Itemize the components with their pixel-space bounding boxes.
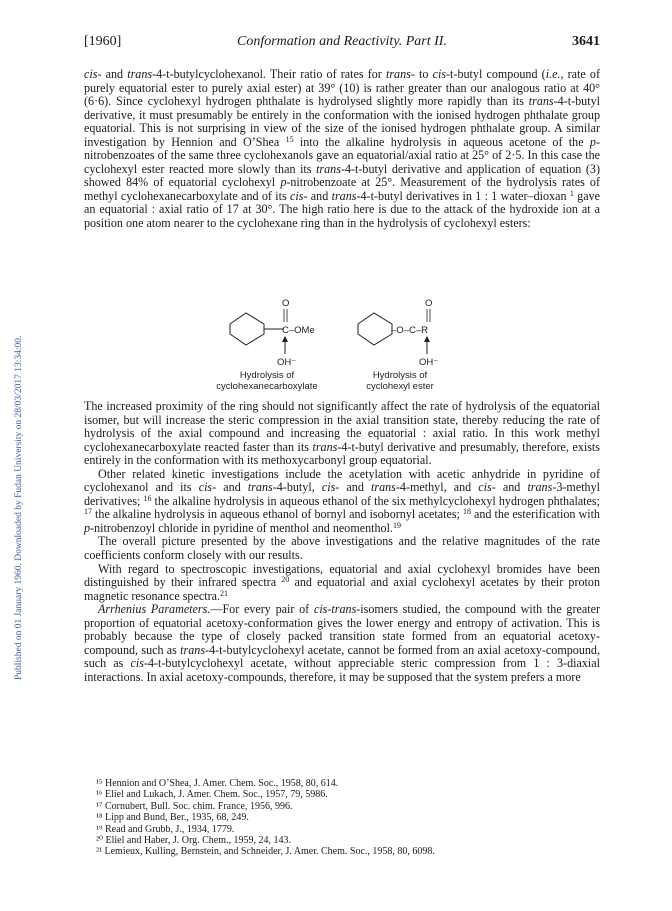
- hydroxide-left: OH⁻: [277, 357, 297, 368]
- reference-item: ¹⁶ Eliel and Lukach, J. Amer. Chem. Soc., 1957, 79, 5986.: [96, 789, 328, 801]
- cyclohexane-ring-left: [230, 313, 264, 345]
- caption-left: Hydrolysis of cyclohexanecarboxylate: [216, 370, 318, 392]
- reference-item: ¹⁸ Lipp and Bund, Ber., 1935, 68, 249.: [96, 812, 249, 824]
- download-notice-text: Published on 01 January 1960. Downloaded by Fudan University on 28/03/2017 13:34:00.: [14, 335, 24, 680]
- ester-group-left: C–OMe: [282, 325, 315, 336]
- caption-right: Hydrolysis of cyclohexyl ester: [366, 370, 434, 392]
- paragraph-1: cis- and trans-4-t-butylcyclohexanol. Their ratio of rates for trans- to cis-t-butyl compound (i.e., rate of purely equatorial ester to purely axial ester) at 39° (10) is rather greater than our analogous ratio at 40° (6·6). Since cyclohexyl hydrogen phthalate is hydrolysed slightly more rapidly than its trans-4-t-butyl derivative, it must presumably be entirely in the conformation with the ionised hydrogen phthalate group equatorial. This is not surprising in view of the size of the ionised hydrogen phthalate group. A similar investigation by Hennion and O’Shea $^{15}$ into the alkaline hydrolysis in aqueous acetone of the p-nitrobenzoates of the same three cyclohexanols gave an equatorial/axial ratio at 25° of 2·5. In this case the cyclohexyl ester reacted more slowly than its trans-4-t-butyl derivative and application of equation (3) showed 84% of equatorial cyclohexyl p-nitrobenzoate at 25°. Measurement of the hydrolysis rates of methyl cyclohexanecarboxylate and of its cis- and trans-4-t-butyl derivatives in 1 : 1 water–dioxan $^1$ gave an equatorial : axial ratio of 17 at 30°. The high ratio here is due to the attack of the hydroxide ion at a position one atom nearer to the cyclohexane ring than in the hydrolysis of cyclohexyl esters:: [84, 67, 600, 231]
- header-year: [1960]: [84, 34, 122, 49]
- reference-item: ²¹ Lemieux, Kulling, Bernstein, and Schneider, J. Amer. Chem. Soc., 1958, 80, 6098.: [96, 846, 435, 858]
- cyclohexane-ring-right: [358, 313, 392, 345]
- page-header: [84, 34, 600, 54]
- reference-item: ²⁰ Eliel and Haber, J. Org. Chem., 1959, 24, 143.: [96, 835, 292, 847]
- hydroxide-right: OH⁻: [419, 357, 439, 368]
- paragraph-2: The increased proximity of the ring should not significantly affect the rate of hydrolysis of the equatorial isomer, but will increase the steric compression in the axial transition state, thereby reducing the rate of hydrolysis of the axial compound and increasing the equatorial : axial ratio. In this work methyl cyclohexanecarboxylate reacted faster than its trans-4-t-butyl derivative and presumably, therefore, exists entirely in the conformation with its methoxycarbonyl group equatorial. Other related kinetic investigations include the acetylation with acetic anhydride in pyridine of cyclohexanol and its cis- and trans-4-butyl, cis- and trans-4-methyl, and cis- and trans-3-methyl derivatives; $^{16}$ the alkaline hydrolysis in aqueous ethanol of the six methylcyclohexyl hydrogen phthalates; $^{17}$ the alkaline hydrolysis in aqueous ethanol of bornyl and isobornyl acetates; $^{18}$ and the esterification with p-nitrobenzoyl chloride in pyridine of menthol and neomenthol.$^{19}$ The overall picture presented by the above investigations and the relative magnitudes of the rate coefficients conform closely with our results. With regard to spectroscopic investigations, equatorial and axial cyclohexyl bromides have been distinguished by their infrared spectra $^{20}$ and equatorial and axial cyclohexyl acetates by their proton magnetic resonance spectra.$^{21}$ Arrhenius Parameters.—For every pair of cis-trans-isomers studied, the compound with the greater proportion of equatorial acetoxy-conformation gives the lower energy and entropy of activation. This is probably because the type of closely packed transition state formed from an equatorial acetoxy-compound, such as trans-4-t-butylcyclohexyl acetate, cannot be formed from an axial acetoxy-compound, such as cis-4-t-butylcyclohexyl acetate, without appreciable steric compression from 1 : 3-diaxial interactions. In axial acetoxy-compounds, therefore, it may be supposed that the system prefers a more: [84, 399, 601, 684]
- reference-item: ¹⁹ Read and Grubb, J., 1934, 1779.: [96, 823, 235, 835]
- reference-item: ¹⁷ Cornubert, Bull. Soc. chim. France, 1956, 996.: [96, 800, 293, 812]
- download-notice: [4, 120, 24, 680]
- ester-group-right: –O–C–R: [391, 325, 428, 336]
- page-number: 3641: [572, 34, 600, 49]
- header-title: Conformation and Reactivity. Part II.: [237, 34, 447, 49]
- reference-item: ¹⁵ Hennion and O’Shea, J. Amer. Chem. Soc., 1958, 80, 614.: [96, 778, 339, 789]
- carbonyl-o-left: O: [282, 298, 290, 309]
- carbonyl-o-right: O: [425, 298, 433, 309]
- references: [96, 778, 596, 858]
